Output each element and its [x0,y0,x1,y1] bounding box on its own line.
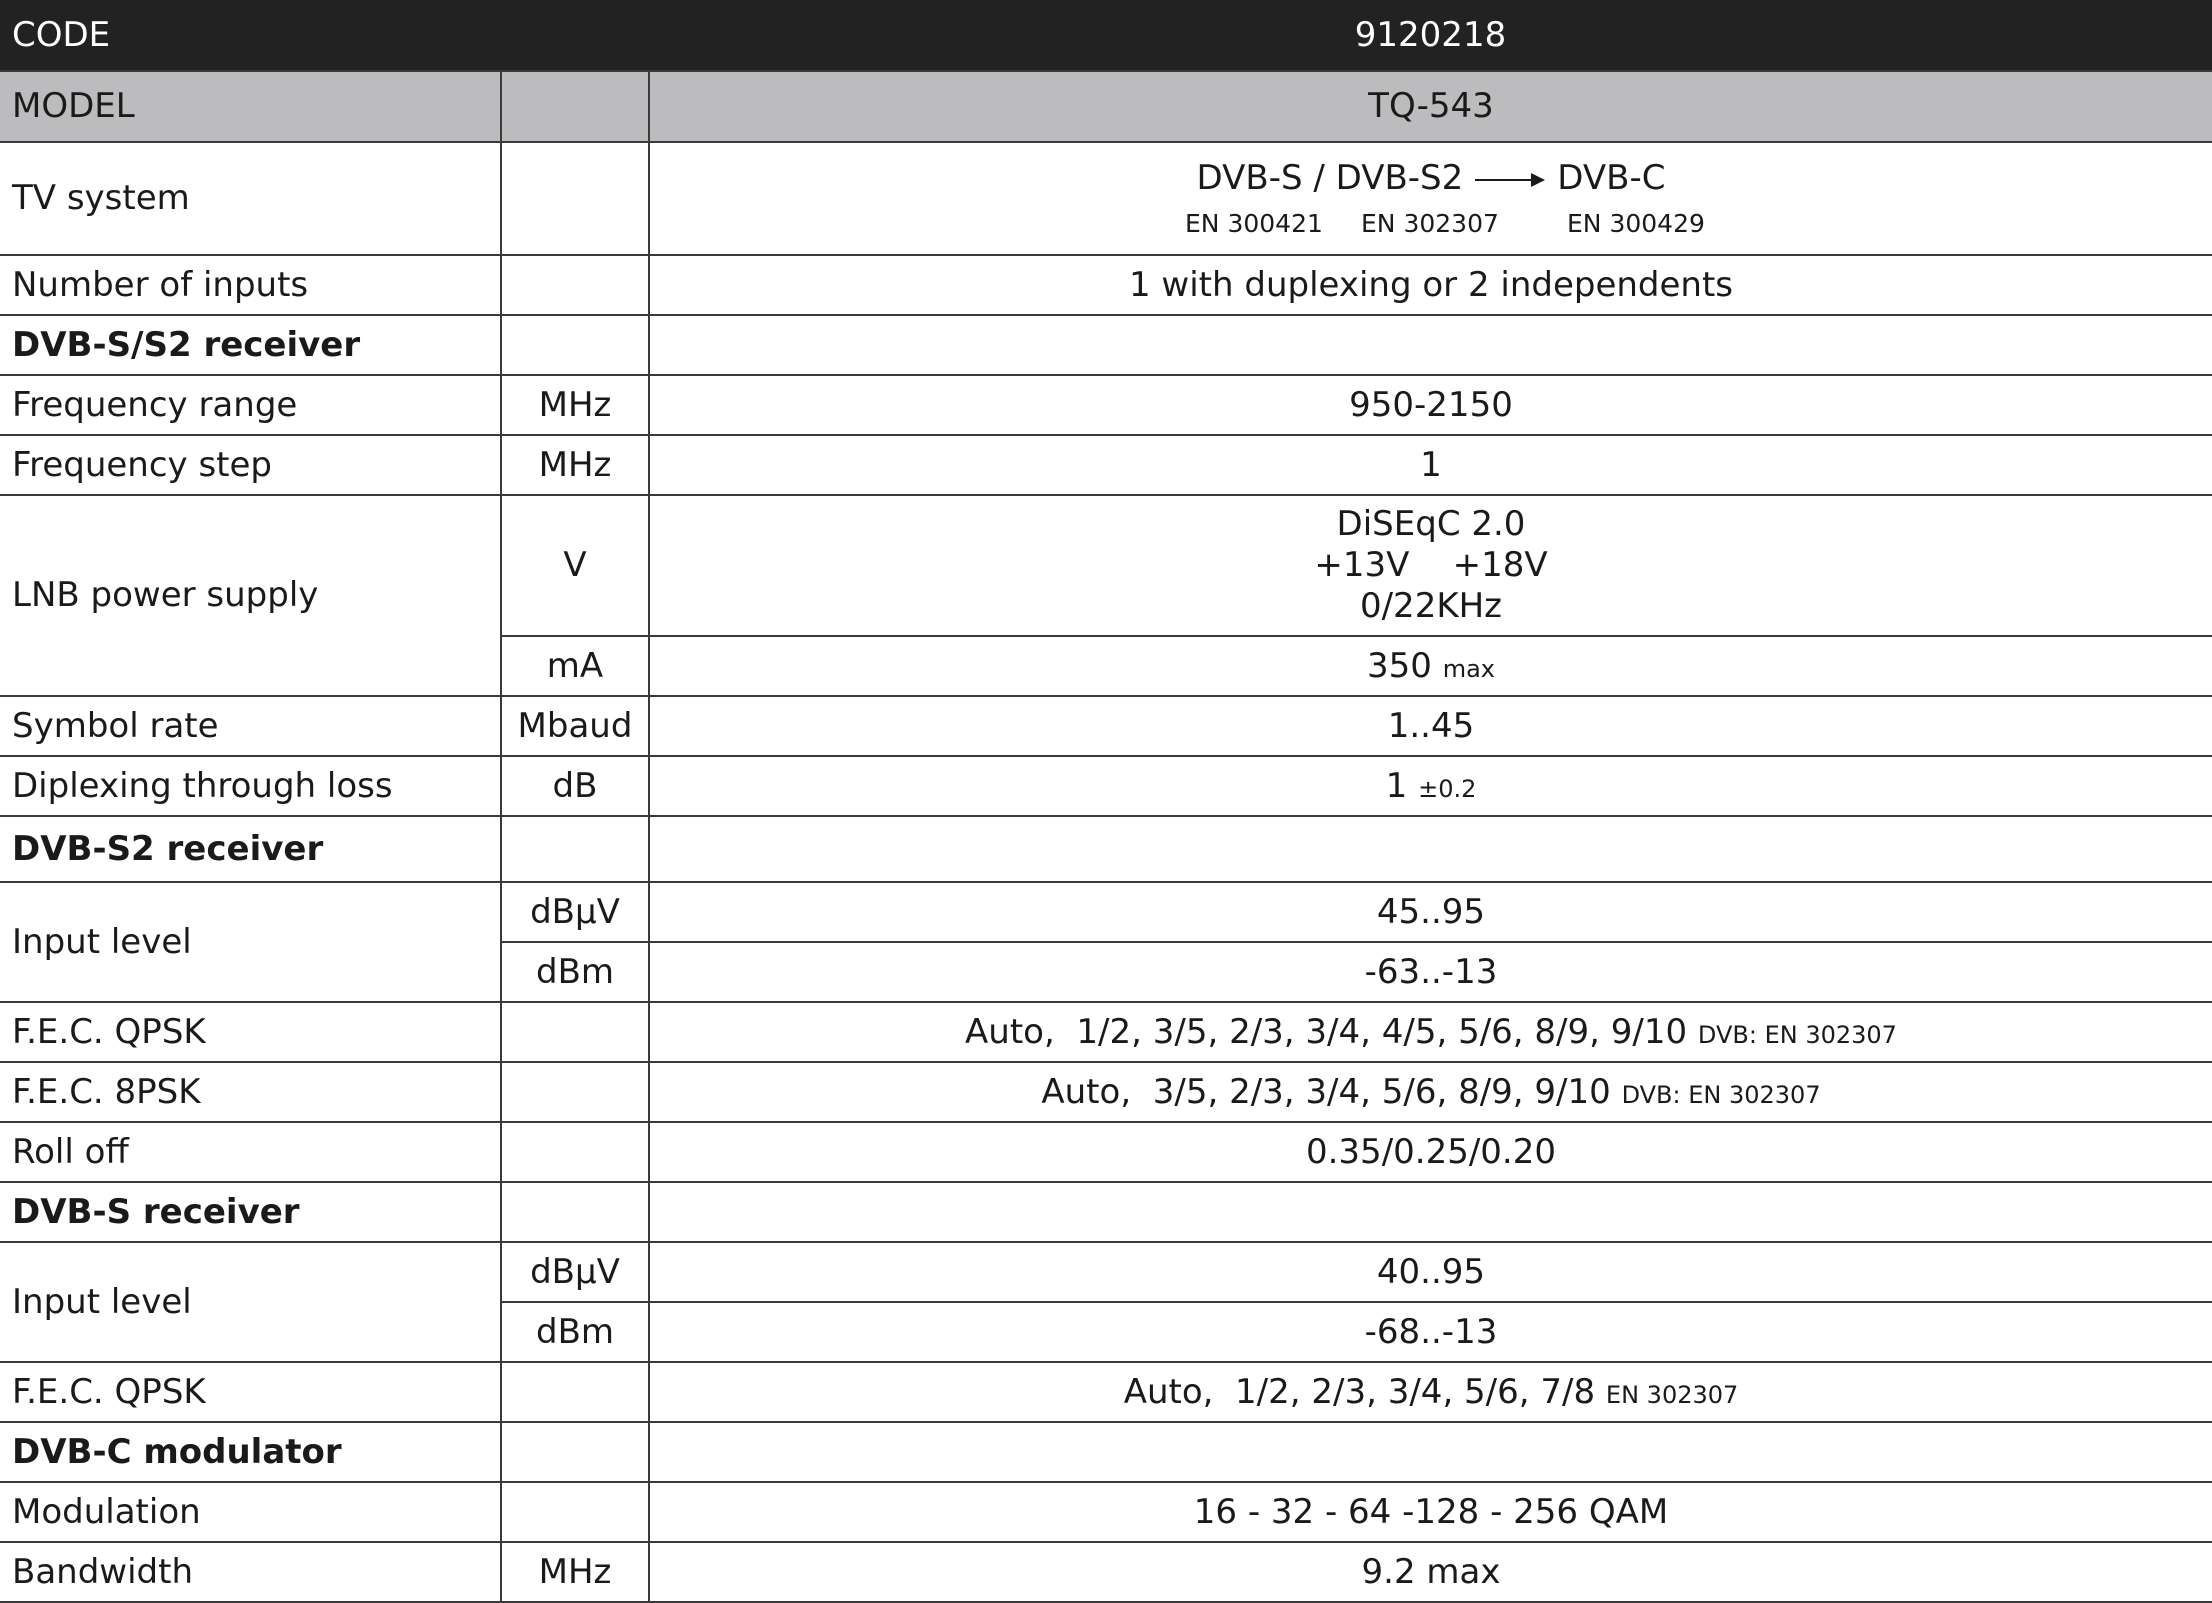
inputs-value: 1 with duplexing or 2 independents [649,255,2212,315]
fec-8psk-label: F.E.C. 8PSK [0,1062,501,1122]
tv-system-row [0,142,2212,255]
section-unit-cell [501,1182,649,1242]
fec-qpsk-s-row [0,1362,2212,1422]
code-row [0,0,2212,71]
section-row [0,315,2212,375]
symbol-rate-row [0,696,2212,756]
rolloff-label: Roll off [0,1122,501,1182]
diplexing-row [0,756,2212,816]
bandwidth-label: Bandwidth [0,1542,501,1602]
freq-step-unit: MHz [501,435,649,495]
tv-system-norm-2: EN 302307 [1361,208,1499,238]
bandwidth-unit: MHz [501,1542,649,1602]
fec-qpsk-s2-row [0,1002,2212,1062]
tv-system-value [649,142,2212,255]
fec-qpsk-s-value [649,1362,2212,1422]
modulation-value: 16 - 32 - 64 -128 - 256 QAM [649,1482,2212,1542]
lnb-unit-ma: mA [501,636,649,696]
lnb-line-3: 0/22KHz [1359,586,1503,626]
s-input-unit-2: dBm [501,1302,649,1362]
lnb-line-2: +13V +18V [1314,545,1548,585]
symbol-rate-unit: Mbaud [501,696,649,756]
s2-input-level-label: Input level [0,882,501,1002]
fec-qpsk-s-rates: Auto, 1/2, 2/3, 3/4, 5/6, 7/8 [1123,1371,1596,1412]
s-input-value-2: -68..-13 [649,1302,2212,1362]
lnb-row [0,495,2212,636]
diplexing-label: Diplexing through loss [0,756,501,816]
lnb-ma-number: 350 [1366,645,1432,686]
bandwidth-value: 9.2 max [649,1542,2212,1602]
tv-system-norm-3: EN 300429 [1567,208,1705,238]
model-row [0,71,2212,142]
freq-range-row [0,375,2212,435]
rolloff-unit [501,1122,649,1182]
s-input-level-row [0,1242,2212,1302]
freq-range-unit: MHz [501,375,649,435]
lnb-unit-v: V [501,495,649,636]
s2-input-value-1: 45..95 [649,882,2212,942]
s-input-unit-1: dBμV [501,1242,649,1302]
diplexing-number: 1 [1385,765,1408,806]
fec-qpsk-s2-label: F.E.C. QPSK [0,1002,501,1062]
freq-step-row [0,435,2212,495]
tv-system-unit [501,142,649,255]
freq-step-label: Frequency step [0,435,501,495]
code-value: 9120218 [649,0,2212,71]
section-dvbc-heading: DVB-C modulator [0,1422,501,1482]
s2-input-value-2: -63..-13 [649,942,2212,1002]
s2-input-unit-1: dBμV [501,882,649,942]
diplexing-unit: dB [501,756,649,816]
fec-qpsk-s-unit [501,1362,649,1422]
symbol-rate-value: 1..45 [649,696,2212,756]
s2-input-unit-2: dBm [501,942,649,1002]
modulation-unit [501,1482,649,1542]
section-unit-cell [501,816,649,882]
diplexing-tolerance: ±0.2 [1418,774,1477,803]
arrow-right-icon [1475,178,1545,182]
s-input-value-1: 40..95 [649,1242,2212,1302]
section-row [0,816,2212,882]
section-row [0,1422,2212,1482]
section-row [0,1182,2212,1242]
diplexing-value [649,756,2212,816]
fec-qpsk-s2-value [649,1002,2212,1062]
model-unit-cell [501,71,649,142]
inputs-unit [501,255,649,315]
rolloff-row [0,1122,2212,1182]
lnb-line-1: DiSEqC 2.0 [1336,504,1526,544]
section-value-cell [649,1422,2212,1482]
modulation-row [0,1482,2212,1542]
inputs-row [0,255,2212,315]
section-unit-cell [501,315,649,375]
section-value-cell [649,1182,2212,1242]
section-dvbs-heading: DVB-S receiver [0,1182,501,1242]
fec-qpsk-s-standard: EN 302307 [1605,1380,1739,1409]
section-dvbs-s2-heading: DVB-S/S2 receiver [0,315,501,375]
code-label: CODE [0,0,501,71]
s2-input-level-row [0,882,2212,942]
tv-system-label: TV system [0,142,501,255]
lnb-value [649,495,2212,636]
fec-qpsk-s2-standard: DVB: EN 302307 [1697,1020,1897,1049]
tv-system-input-std: DVB-S / DVB-S2 [1196,158,1464,199]
tv-system-output-std: DVB-C [1557,158,1666,199]
model-label: MODEL [0,71,501,142]
fec-8psk-unit [501,1062,649,1122]
rolloff-value: 0.35/0.25/0.20 [649,1122,2212,1182]
fec-qpsk-s2-unit [501,1002,649,1062]
lnb-ma-suffix: max [1442,654,1495,683]
section-unit-cell [501,1422,649,1482]
fec-qpsk-s-label: F.E.C. QPSK [0,1362,501,1422]
tv-system-norm-1: EN 300421 [1185,208,1323,238]
inputs-label: Number of inputs [0,255,501,315]
lnb-label: LNB power supply [0,495,501,696]
code-spacer [501,0,649,71]
bandwidth-row [0,1542,2212,1602]
fec-qpsk-s2-rates: Auto, 1/2, 3/5, 2/3, 3/4, 4/5, 5/6, 8/9, 9/10 [965,1011,1688,1052]
fec-8psk-standard: DVB: EN 302307 [1621,1080,1821,1109]
fec-8psk-row [0,1062,2212,1122]
symbol-rate-label: Symbol rate [0,696,501,756]
modulation-label: Modulation [0,1482,501,1542]
freq-range-value: 950-2150 [649,375,2212,435]
freq-range-label: Frequency range [0,375,501,435]
model-value: TQ-543 [649,71,2212,142]
section-dvbs2-heading: DVB-S2 receiver [0,816,501,882]
lnb-ma-value [649,636,2212,696]
section-value-cell [649,315,2212,375]
section-value-cell [649,816,2212,882]
fec-8psk-rates: Auto, 3/5, 2/3, 3/4, 5/6, 8/9, 9/10 [1041,1071,1611,1112]
fec-8psk-value [649,1062,2212,1122]
s-input-level-label: Input level [0,1242,501,1362]
freq-step-value: 1 [649,435,2212,495]
